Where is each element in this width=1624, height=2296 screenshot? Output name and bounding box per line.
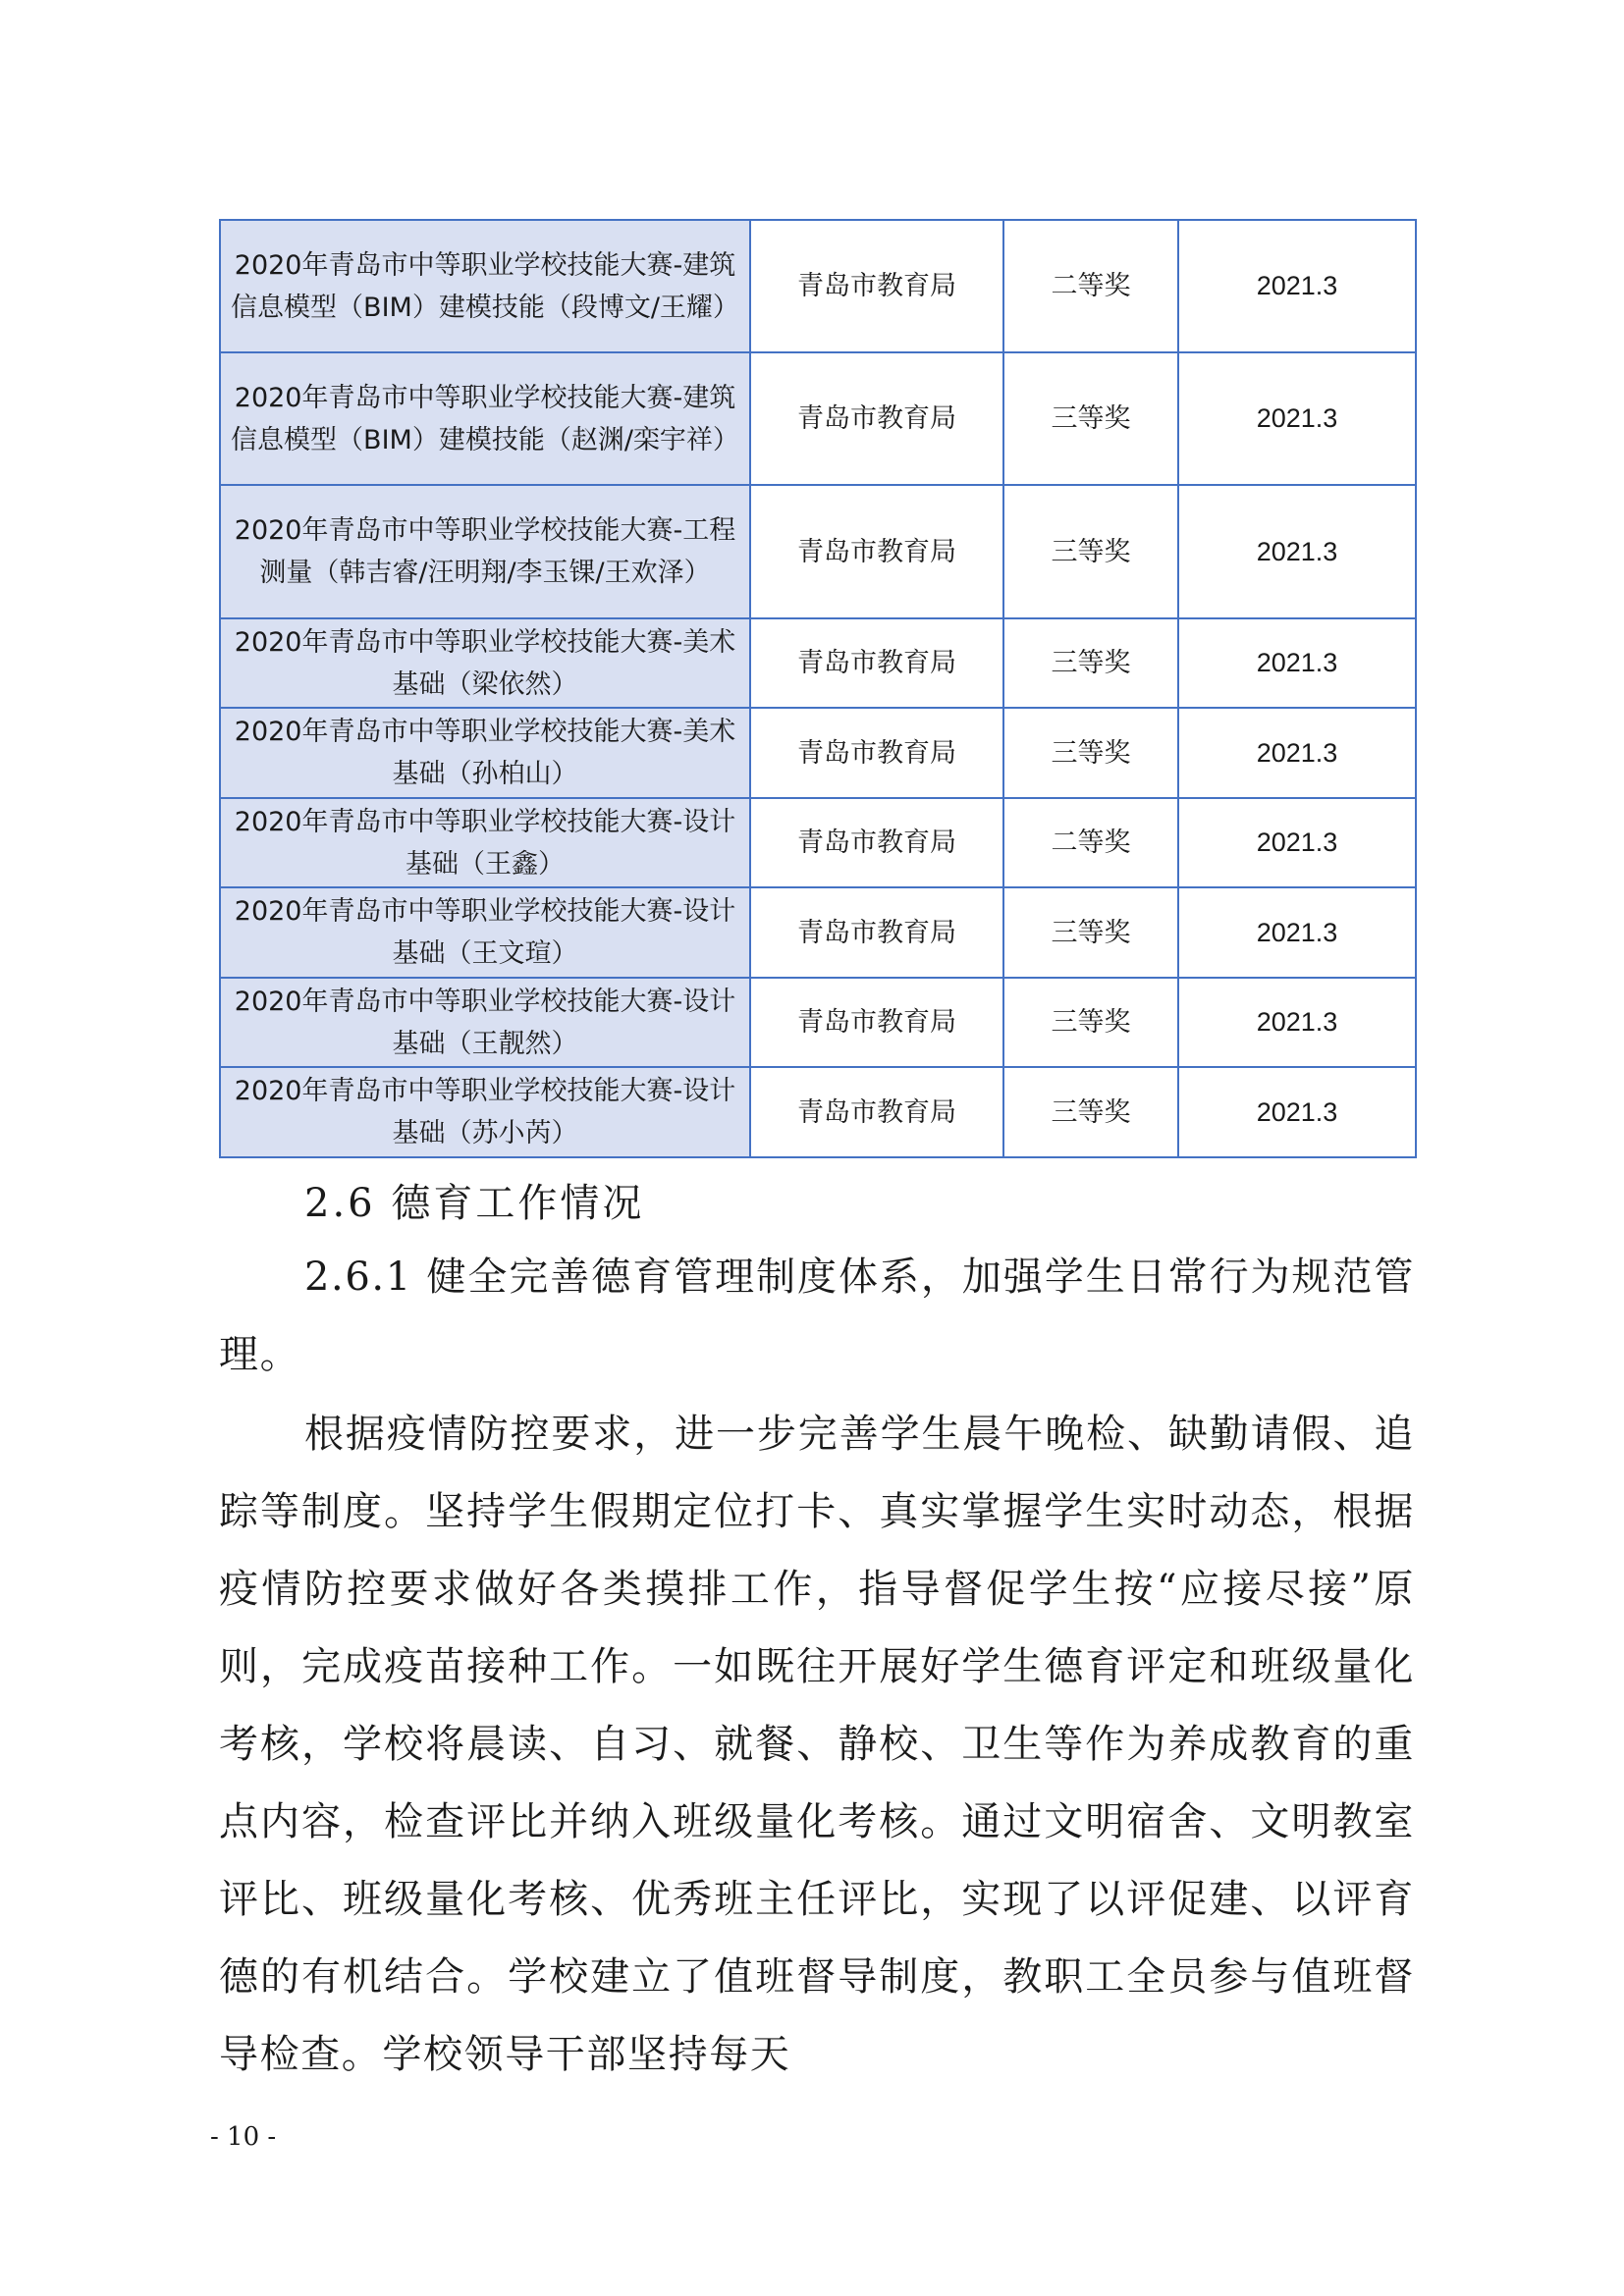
issuer-cell: 青岛市教育局: [750, 485, 1003, 618]
date-cell: 2021.3: [1178, 618, 1416, 708]
issuer-cell: 青岛市教育局: [750, 220, 1003, 352]
date-cell: 2021.3: [1178, 887, 1416, 978]
prize-cell: 三等奖: [1003, 352, 1178, 485]
issuer-cell: 青岛市教育局: [750, 708, 1003, 798]
prize-cell: 三等奖: [1003, 1067, 1178, 1157]
table-row: [220, 708, 1416, 798]
prize-cell: 三等奖: [1003, 978, 1178, 1067]
issuer-cell: 青岛市教育局: [750, 618, 1003, 708]
date-cell: 2021.3: [1178, 220, 1416, 352]
issuer-cell: 青岛市教育局: [750, 798, 1003, 887]
table-row: [220, 352, 1416, 485]
body-paragraph: 根据疫情防控要求，进一步完善学生晨午晚检、缺勤请假、追踪等制度。坚持学生假期定位打卡、真实掌握学生实时动态，根据疫情防控要求做好各类摸排工作，指导督促学生按“应接尽接”原则，完成疫苗接种工作。一如既往开展好学生德育评定和班级量化考核，学校将晨读、自习、就餐、静校、卫生等作为养成教育的重点内容，检查评比并纳入班级量化考核。通过文明宿舍、文明教室评比、班级量化考核、优秀班主任评比，实现了以评促建、以评育德的有机结合。学校建立了值班督导制度，教职工全员参与值班督导检查。学校领导干部坚持每天: [219, 1412, 1415, 2077]
prize-cell: 二等奖: [1003, 220, 1178, 352]
award-name-cell: 2020年青岛市中等职业学校技能大赛-设计基础（王鑫）: [220, 798, 750, 887]
issuer-cell: 青岛市教育局: [750, 352, 1003, 485]
award-name-cell: 2020年青岛市中等职业学校技能大赛-建筑信息模型（BIM）建模技能（赵渊/栾宇祥）: [220, 352, 750, 485]
award-name-cell: 2020年青岛市中等职业学校技能大赛-建筑信息模型（BIM）建模技能（段博文/王耀）: [220, 220, 750, 352]
date-cell: 2021.3: [1178, 978, 1416, 1067]
award-name-cell: 2020年青岛市中等职业学校技能大赛-设计基础（苏小芮）: [220, 1067, 750, 1157]
table-row: [220, 220, 1416, 352]
section-heading: 2.6 德育工作情况: [304, 1181, 645, 1226]
prize-cell: 三等奖: [1003, 887, 1178, 978]
award-name-cell: 2020年青岛市中等职业学校技能大赛-设计基础（王靓然）: [220, 978, 750, 1067]
prize-cell: 二等奖: [1003, 798, 1178, 887]
date-cell: 2021.3: [1178, 798, 1416, 887]
subsection-heading: 2.6.1 健全完善德育管理制度体系，加强学生日常行为规范管理。: [219, 1255, 1415, 1377]
award-name-cell: 2020年青岛市中等职业学校技能大赛-美术基础（孙柏山）: [220, 708, 750, 798]
table-row: [220, 618, 1416, 708]
award-name-cell: 2020年青岛市中等职业学校技能大赛-设计基础（王文瑄）: [220, 887, 750, 978]
table-row: [220, 798, 1416, 887]
issuer-cell: 青岛市教育局: [750, 978, 1003, 1067]
prize-cell: 三等奖: [1003, 485, 1178, 618]
issuer-cell: 青岛市教育局: [750, 887, 1003, 978]
prize-cell: 三等奖: [1003, 618, 1178, 708]
award-name-cell: 2020年青岛市中等职业学校技能大赛-工程测量（韩吉睿/汪明翔/李玉锞/王欢泽）: [220, 485, 750, 618]
table-row: [220, 978, 1416, 1067]
table-row: [220, 485, 1416, 618]
table-row: [220, 887, 1416, 978]
date-cell: 2021.3: [1178, 708, 1416, 798]
issuer-cell: 青岛市教育局: [750, 1067, 1003, 1157]
awards-table: [219, 219, 1417, 1158]
award-name-cell: 2020年青岛市中等职业学校技能大赛-美术基础（梁依然）: [220, 618, 750, 708]
date-cell: 2021.3: [1178, 485, 1416, 618]
table-row: [220, 1067, 1416, 1157]
page-number: - 10 -: [210, 2122, 277, 2152]
date-cell: 2021.3: [1178, 352, 1416, 485]
date-cell: 2021.3: [1178, 1067, 1416, 1157]
prize-cell: 三等奖: [1003, 708, 1178, 798]
